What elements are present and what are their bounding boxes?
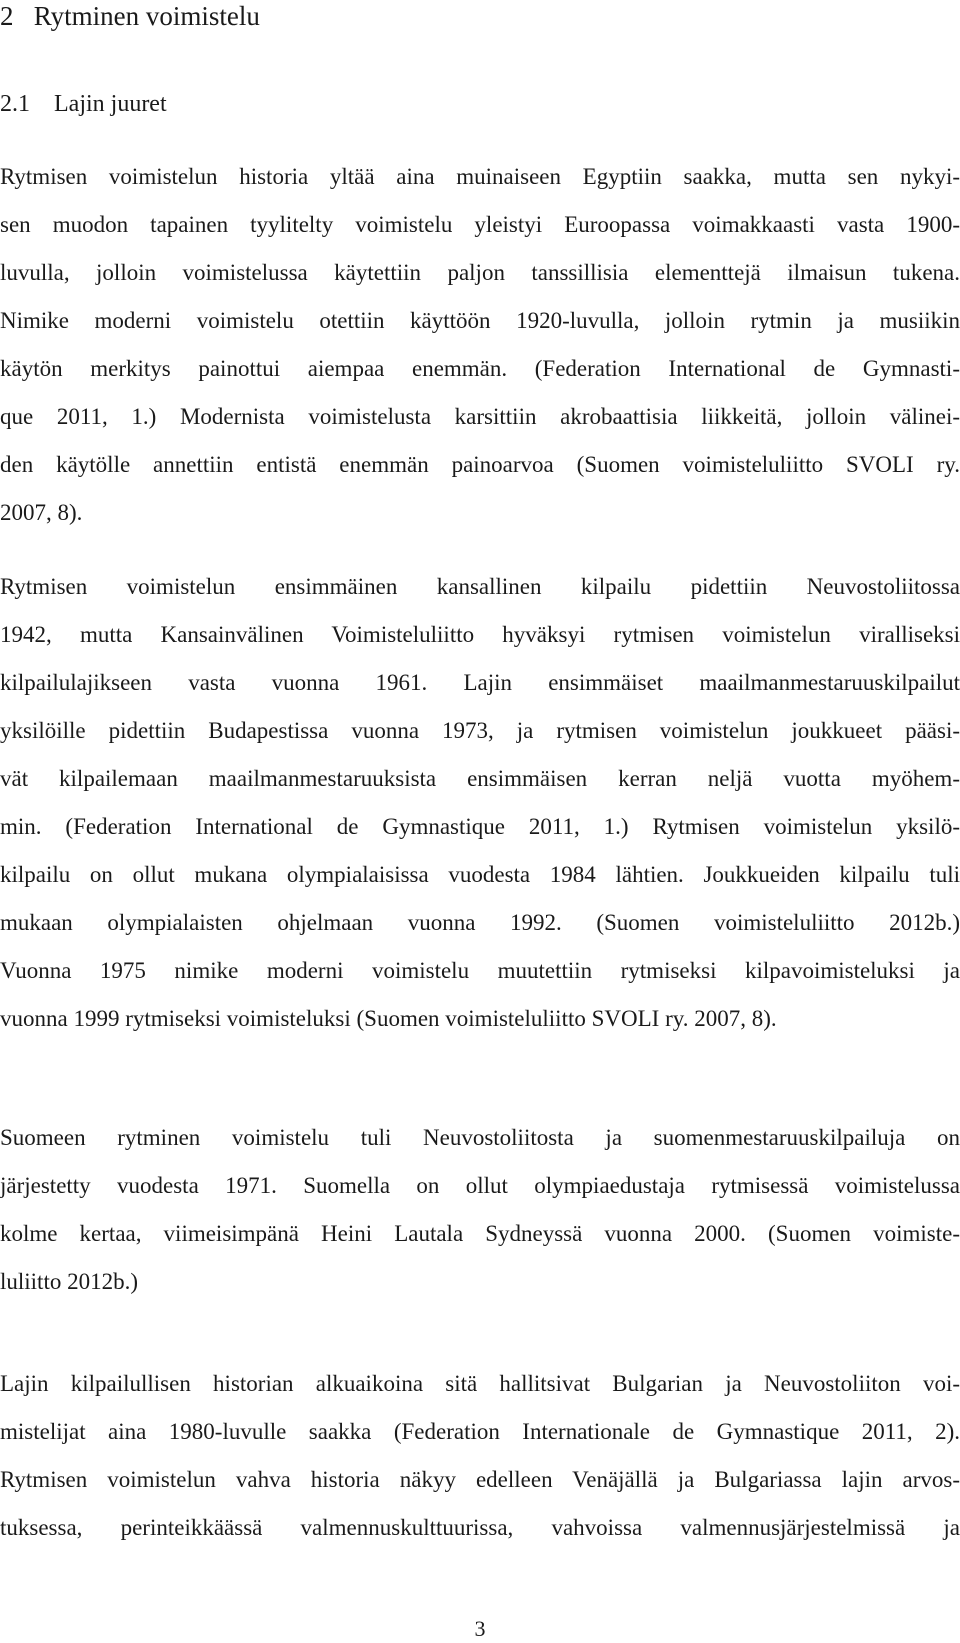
paragraph-line: 1942, mutta Kansainvälinen Voimisteluliitto hyväksyi rytmisen voimistelun viralliseksi <box>0 622 960 647</box>
paragraph-line: kilpailulajikseen vasta vuonna 1961. Lajin ensimmäiset maailmanmestaruuskilpailut <box>0 670 960 695</box>
paragraph-line: Suomeen rytminen voimistelu tuli Neuvostoliitosta ja suomenmestaruuskilpailuja on <box>0 1125 960 1150</box>
paragraph-1 <box>0 153 960 537</box>
page-number: 3 <box>474 1616 486 1641</box>
paragraph-line: Rytmisen voimistelun historia yltää aina muinaiseen Egyptiin saakka, mutta sen nykyi- <box>0 164 960 189</box>
paragraph-line: järjestetty vuodesta 1971. Suomella on ollut olympiaedustaja rytmisessä voimistelussa <box>0 1173 960 1198</box>
paragraph-4 <box>0 1360 960 1552</box>
paragraph-line: mistelijat aina 1980-luvulle saakka (Federation Internationale de Gymnastique 2011, 2). <box>0 1419 960 1444</box>
section-heading <box>0 89 167 119</box>
paragraph-line: käytön merkitys painottui aiempaa enemmän. (Federation International de Gymnasti- <box>0 356 960 381</box>
section-title: Lajin juuret <box>54 91 167 117</box>
paragraph-line: vuonna 1999 rytmiseksi voimisteluksi (Suomen voimisteluliitto SVOLI ry. 2007, 8). <box>0 1006 777 1031</box>
chapter-title: Rytminen voimistelu <box>33 1 260 31</box>
paragraph-line: tuksessa, perinteikkäässä valmennuskulttuurissa, vahvoissa valmennusjärjestelmissä ja <box>0 1515 960 1540</box>
chapter-number: 2 <box>0 1 14 31</box>
paragraph-2 <box>0 563 960 1043</box>
paragraph-line: sen muodon tapainen tyylitelty voimistelu yleistyi Euroopassa voimakkaasti vasta 1900- <box>0 212 960 237</box>
paragraph-line: 2007, 8). <box>0 500 83 525</box>
paragraph-line: den käytölle annettiin entistä enemmän painoarvoa (Suomen voimisteluliitto SVOLI ry. <box>0 452 960 477</box>
chapter-heading <box>0 0 260 32</box>
paragraph-line: kolme kertaa, viimeisimpänä Heini Lautala Sydneyssä vuonna 2000. (Suomen voimiste- <box>0 1221 960 1246</box>
paragraph-line: Lajin kilpailullisen historian alkuaikoina sitä hallitsivat Bulgarian ja Neuvostoliiton voi- <box>0 1371 960 1396</box>
paragraph-line: Rytmisen voimistelun ensimmäinen kansallinen kilpailu pidettiin Neuvostoliitossa <box>0 574 960 599</box>
paragraph-3 <box>0 1114 960 1306</box>
paragraph-line: yksilöille pidettiin Budapestissa vuonna 1973, ja rytmisen voimistelun joukkueet pääsi- <box>0 718 960 743</box>
paragraph-line: min. (Federation International de Gymnastique 2011, 1.) Rytmisen voimistelun yksilö- <box>0 814 960 839</box>
paragraph-line: luvulla, jolloin voimistelussa käytettiin paljon tanssillisia elementtejä ilmaisun tukena. <box>0 260 960 285</box>
paragraph-line: vät kilpailemaan maailmanmestaruuksista ensimmäisen kerran neljä vuotta myöhem- <box>0 766 960 791</box>
paragraph-line: Nimike moderni voimistelu otettiin käyttöön 1920-luvulla, jolloin rytmin ja musiikin <box>0 308 960 333</box>
paragraph-line: que 2011, 1.) Modernista voimistelusta karsittiin akrobaattisia liikkeitä, jolloin välinei- <box>0 404 960 429</box>
paragraph-line: kilpailu on ollut mukana olympialaisissa vuodesta 1984 lähtien. Joukkueiden kilpailu tuli <box>0 862 960 887</box>
paragraph-line: Rytmisen voimistelun vahva historia näkyy edelleen Venäjällä ja Bulgariassa lajin arvos- <box>0 1467 960 1492</box>
section-number: 2.1 <box>0 91 30 117</box>
paragraph-line: luliitto 2012b.) <box>0 1269 138 1294</box>
paragraph-line: mukaan olympialaisten ohjelmaan vuonna 1992. (Suomen voimisteluliitto 2012b.) <box>0 910 960 935</box>
paragraph-line: Vuonna 1975 nimike moderni voimistelu muutettiin rytmiseksi kilpavoimisteluksi ja <box>0 958 960 983</box>
